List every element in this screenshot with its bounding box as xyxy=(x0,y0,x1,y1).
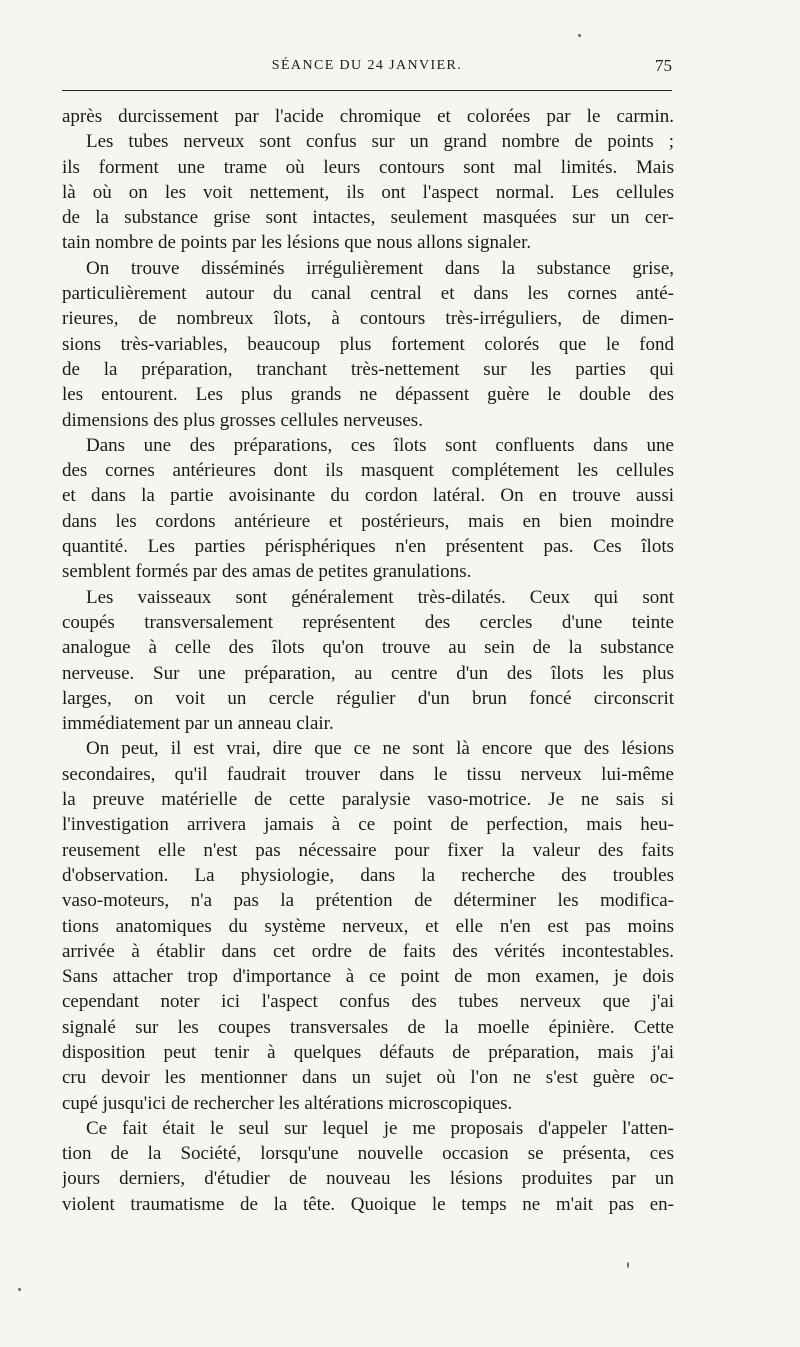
text-line: d'observation. La physiologie, dans la recherche des troubles xyxy=(62,864,674,886)
text-line: vaso-moteurs, n'a pas la prétention de déterminer les modifica- xyxy=(62,890,674,912)
text-line: signalé sur les coupes transversales de la moelle épinière. Cette xyxy=(62,1016,674,1038)
text-line: sions très-variables, beaucoup plus fortement colorés que le fond xyxy=(62,333,674,355)
text-line: jours derniers, d'étudier de nouveau les lésions produites par un xyxy=(62,1168,674,1190)
text-line: coupés transversalement représentent des cercles d'une teinte xyxy=(62,611,674,633)
text-line: de la préparation, tranchant très-nettement sur les parties qui xyxy=(62,358,674,380)
text-line: la preuve matérielle de cette paralysie vaso-motrice. Je ne sais si xyxy=(62,789,674,811)
text-line: Les vaisseaux sont généralement très-dilatés. Ceux qui sont xyxy=(86,586,674,608)
text-line: On peut, il est vrai, dire que ce ne sont là encore que des lésions xyxy=(86,738,674,760)
text-line: Les tubes nerveux sont confus sur un grand nombre de points ; xyxy=(86,131,674,153)
text-line: dimensions des plus grosses cellules nerveuses. xyxy=(62,409,423,431)
text-line: Ce fait était le seul sur lequel je me proposais d'appeler l'atten- xyxy=(86,1117,674,1139)
text-line: arrivée à établir dans cet ordre de faits des vérités incontestables. xyxy=(62,940,674,962)
text-line: et dans la partie avoisinante du cordon latéral. On en trouve aussi xyxy=(62,485,674,507)
text-line: disposition peut tenir à quelques défauts de préparation, mais j'ai xyxy=(62,1041,674,1063)
text-line: là où on les voit nettement, ils ont l'aspect normal. Les cellules xyxy=(62,181,674,203)
text-line: reusement elle n'est pas nécessaire pour fixer la valeur des faits xyxy=(62,839,674,861)
text-line: tain nombre de points par les lésions que nous allons signaler. xyxy=(62,232,532,254)
text-line: analogue à celle des îlots qu'on trouve au sein de la substance xyxy=(62,637,674,659)
text-line: Dans une des préparations, ces îlots sont confluents dans une xyxy=(86,434,674,456)
running-title: SÉANCE DU 24 JANVIER. xyxy=(271,58,463,73)
text-line: nerveuse. Sur une préparation, au centre d'un des îlots les plus xyxy=(62,662,674,684)
page-number: 75 xyxy=(655,56,672,75)
text-line: cependant noter ici l'aspect confus des tubes nerveux que j'ai xyxy=(62,991,674,1013)
text-line: ils forment une trame où leurs contours sont mal limités. Mais xyxy=(62,156,674,178)
text-line: violent traumatisme de la tête. Quoique le temps ne m'ait pas en- xyxy=(62,1193,674,1215)
text-line: des cornes antérieures dont ils masquent complétement les cellules xyxy=(62,460,674,482)
paper-speck xyxy=(627,1262,629,1268)
text-line: tions anatomiques du système nerveux, et elle n'en est pas moins xyxy=(62,915,674,937)
text-line: les entourent. Les plus grands ne dépassent guère le double des xyxy=(62,384,674,406)
text-line: après durcissement par l'acide chromique et colorées par le carmin. xyxy=(62,106,674,127)
text-line: larges, on voit un cercle régulier d'un brun foncé circonscrit xyxy=(62,687,674,709)
text-line: rieures, de nombreux îlots, à contours très-irréguliers, de dimen- xyxy=(62,308,674,330)
text-line: de la substance grise sont intactes, seulement masquées sur un cer- xyxy=(62,207,674,229)
text-line: On trouve disséminés irrégulièrement dans la substance grise, xyxy=(86,257,674,279)
text-line: cupé jusqu'ici de rechercher les altérations microscopiques. xyxy=(62,1092,513,1114)
text-line: particulièrement autour du canal central et dans les cornes anté- xyxy=(62,283,674,305)
body-text xyxy=(62,104,674,1217)
text-line: immédiatement par un anneau clair. xyxy=(62,713,334,735)
text-line: Sans attacher trop d'importance à ce point de mon examen, je dois xyxy=(62,966,674,988)
text-line: cru devoir les mentionner dans un sujet où l'on ne s'est guère oc- xyxy=(62,1067,674,1089)
text-line: dans les cordons antérieure et postérieurs, mais en bien moindre xyxy=(62,510,674,532)
paper-speck xyxy=(578,34,581,37)
text-line: secondaires, qu'il faudrait trouver dans le tissu nerveux lui-même xyxy=(62,763,674,785)
text-line: tion de la Société, lorsqu'une nouvelle occasion se présenta, ces xyxy=(62,1143,674,1165)
text-line: quantité. Les parties périsphériques n'en présentent pas. Ces îlots xyxy=(62,536,674,558)
text-line: l'investigation arrivera jamais à ce point de perfection, mais heu- xyxy=(62,814,674,836)
running-head xyxy=(62,56,672,80)
paper-speck xyxy=(18,1288,21,1291)
header-rule xyxy=(62,90,672,91)
text-line: semblent formés par des amas de petites granulations. xyxy=(62,561,472,583)
